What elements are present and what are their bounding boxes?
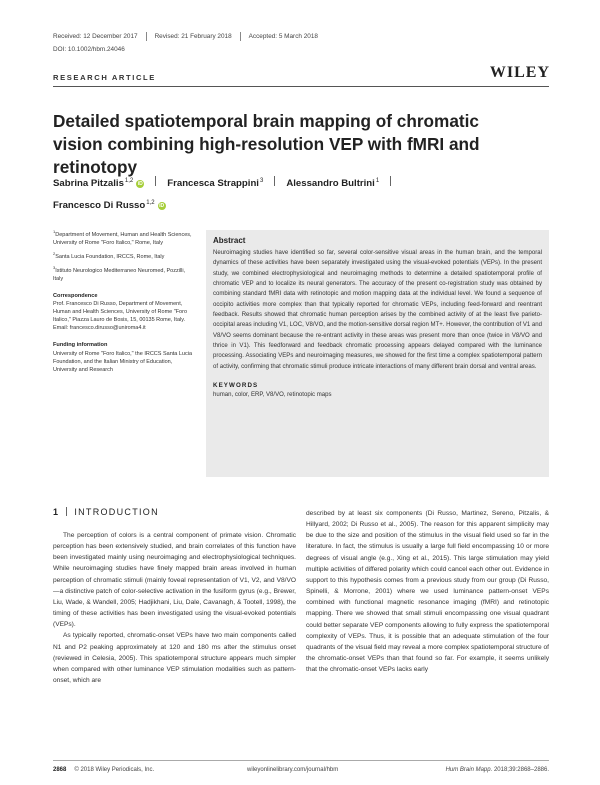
author[interactable] <box>286 173 379 195</box>
section-heading <box>53 507 159 517</box>
correspondence-heading: Correspondence <box>53 292 98 299</box>
author-divider <box>155 176 156 186</box>
body-paragraph: The perception of colors is a central component of primate vision. Chromatic perception has been extensively studied, and brain correlates of this function have been investigated mainly using neuroimaging and electrophysiological techniques. While neuroimaging studies have finely mapped brain areas involved in human perception of chromatic stimuli (mainly foveal representation of V1, V2, and V8/VO—a distinctive patch of color-selective activation in the fusiform gyrus (e.g., Brewer, Liu, Wade, & Wandell, 2005; Hadjikhani, Liu, Dale, Cavanagh, & Tootell, 1998), the timing of these activities has been investigated using the visual-evoked potentials (VEPs). <box>53 532 296 629</box>
orcid-icon[interactable]: iD <box>137 181 143 187</box>
author-list <box>53 173 533 217</box>
footer-left <box>53 767 154 773</box>
affiliation: $^3$Istituto Neurologico Mediterraneo Neuromed, Pozzilli, Italy <box>53 264 186 282</box>
author-affiliation-ref: 1,2 <box>146 200 155 206</box>
author-divider <box>274 176 275 186</box>
abstract-heading: Abstract <box>213 236 246 245</box>
footer-citation <box>446 767 549 773</box>
received-date: Received: 12 December 2017 <box>53 33 138 40</box>
footer-rule <box>53 760 549 761</box>
publication-dates <box>53 32 318 41</box>
affiliation: $^2$Santa Lucia Foundation, IRCCS, Rome, Italy <box>53 251 165 260</box>
page-number: 2868 <box>53 767 67 773</box>
publisher-logo: WILEY <box>489 64 550 81</box>
accepted-date: Accepted: 5 March 2018 <box>248 33 318 40</box>
article-sidebar <box>53 228 193 374</box>
body-paragraph: As typically reported, chromatic-onset VEPs have two main components called N1 and P2 peaking approximately at 120 and 180 ms after the stimulus onset (reviewed in Celesia, 2005). This spatiotemporal structure appears much simpler when compared with other luminance VEP stimulation modalities such as pattern-onset, which are <box>53 632 296 685</box>
section-divider <box>66 507 67 516</box>
journal-url[interactable]: wileyonlinelibrary.com/journal/hbm <box>247 767 339 773</box>
body-column-right <box>306 508 549 675</box>
copyright: © 2018 Wiley Periodicals, Inc. <box>74 767 155 773</box>
author-affiliation-ref: 1 <box>375 178 380 184</box>
affiliation: $^1$Department of Movement, Human and Health Sciences, University of Rome "Foro Italico," Rome, Italy <box>53 229 192 246</box>
author-name: Francesco Di Russo <box>53 200 146 211</box>
orcid-icon[interactable]: iD <box>159 203 165 209</box>
abstract-box <box>206 230 549 477</box>
author-name: Alessandro Bultrini <box>286 178 375 189</box>
body-column-left <box>53 530 296 686</box>
correspondence-text: Prof. Francesco Di Russo, Department of Movement, Human and Health Sciences, University of Rome "Foro Italico," Piazza Lauro de Bosis, 15, 00135 Rome, Italy. Email: francesco.dirusso@uniroma4.it <box>53 301 188 332</box>
author[interactable] <box>167 173 263 195</box>
author-affiliation-ref: 1,2 <box>124 178 134 184</box>
keywords-heading: KEYWORDS <box>213 382 259 390</box>
date-divider <box>240 32 241 41</box>
body-paragraph: described by at least six components (Di Russo, Martinez, Sereno, Pitzalis, & Hillyard, 2002; Di Russo et al., 2005). The reason for this apparent simplicity may be due to the size and position of the stimulus in the visual field used so far in the literature. In fact, the stimulus is usually a large full field encompassing 10 or more degrees of visual angle (e.g., Xing et al., 2015). This large stimulation may yield multiple activities of differed polarity which could cancel each other out. Evidence in support to this hypothesis comes from a previous study from our group (Di Russo, Spinelli, & Morrone, 2001) where we used luminance pattern-onset VEPs combined with functional magnetic resonance imaging (fMRI) and retinotopic mapping. There we showed that small stimuli encompassing one visual quadrant could better separate VEP components allowing to fully express the spatiotemporal complexity of VEPs. Thus, it is possible that an adequate stimulation of the four quadrants of the visual field may reveal a more complex spatiotemporal structure of the chromatic-onset VEPs than that found so far. For example, it seems unlikely that the chromatic-onset VEPs lacks early <box>306 510 549 674</box>
funding-heading: Funding information <box>53 342 108 349</box>
abstract-text: Neuroimaging studies have identified so far, several color-sensitive visual areas in the human brain, and the temporal dynamics of these activities have been separately investigated using the visual-evoked potentials (VEPs). In the present study, we combined electrophysiological and neuroimaging methods to determine a detailed spatiotemporal profile of chromatic VEP and to localize its neural generators. The accuracy of the present co-registration study was obtained by combining standard fMRI data with retinotopic and motion mapping data at the individual level. We found a sequence of occipito activities more complex than that typically reported for chromatic VEPs, including feed-forward and reentrant feedback. Results showed that chromatic human perception arises by the combined activity of at the least five parieto-occipital areas including V1, LOC, V8/VO, and the motion-sensitive dorsal region MT+. However, the contribution of V1 and V8/VO seems dominant because the re-entrant activity in these areas was present more than once (twice in V8/VO and thrice in V1). This feedforward and feedback chromatic processing appears delayed compared with the luminance processing. Associating VEPs and neuroimaging measures, we showed for the first time a complex spatiotemporal pattern of activity, confirming that chromatic stimuli produce intricate interactions of many different brain dorsal and ventral areas. <box>213 250 542 370</box>
author[interactable] <box>53 173 144 195</box>
author[interactable] <box>53 195 166 217</box>
article-type: RESEARCH ARTICLE <box>53 73 156 82</box>
date-divider <box>146 32 147 41</box>
author-divider <box>390 176 391 186</box>
author-name: Sabrina Pitzalis <box>53 178 124 189</box>
author-affiliation-ref: 3 <box>259 178 264 184</box>
section-title: INTRODUCTION <box>74 507 159 517</box>
article-title: Detailed spatiotemporal brain mapping of chromatic vision combining high-resolution VEP with fMRI and retinotopy <box>53 111 480 177</box>
journal-name: Hum Brain Mapp. <box>445 767 493 773</box>
header-rule <box>53 86 549 87</box>
revised-date: Revised: 21 February 2018 <box>154 33 232 40</box>
author-name: Francesca Strappini <box>167 178 259 189</box>
citation-pages: 2018;39:2868–2886. <box>493 767 549 773</box>
funding-text: University of Rome "Foro Italico," the IRCCS Santa Lucia Foundation, and the Italian Ministry of Education, University and Research <box>53 350 193 373</box>
section-number: 1 <box>53 507 60 517</box>
doi[interactable]: DOI: 10.1002/hbm.24046 <box>53 46 125 53</box>
keywords-list: human, color, ERP, V8/VO, retinotopic maps <box>213 392 332 399</box>
